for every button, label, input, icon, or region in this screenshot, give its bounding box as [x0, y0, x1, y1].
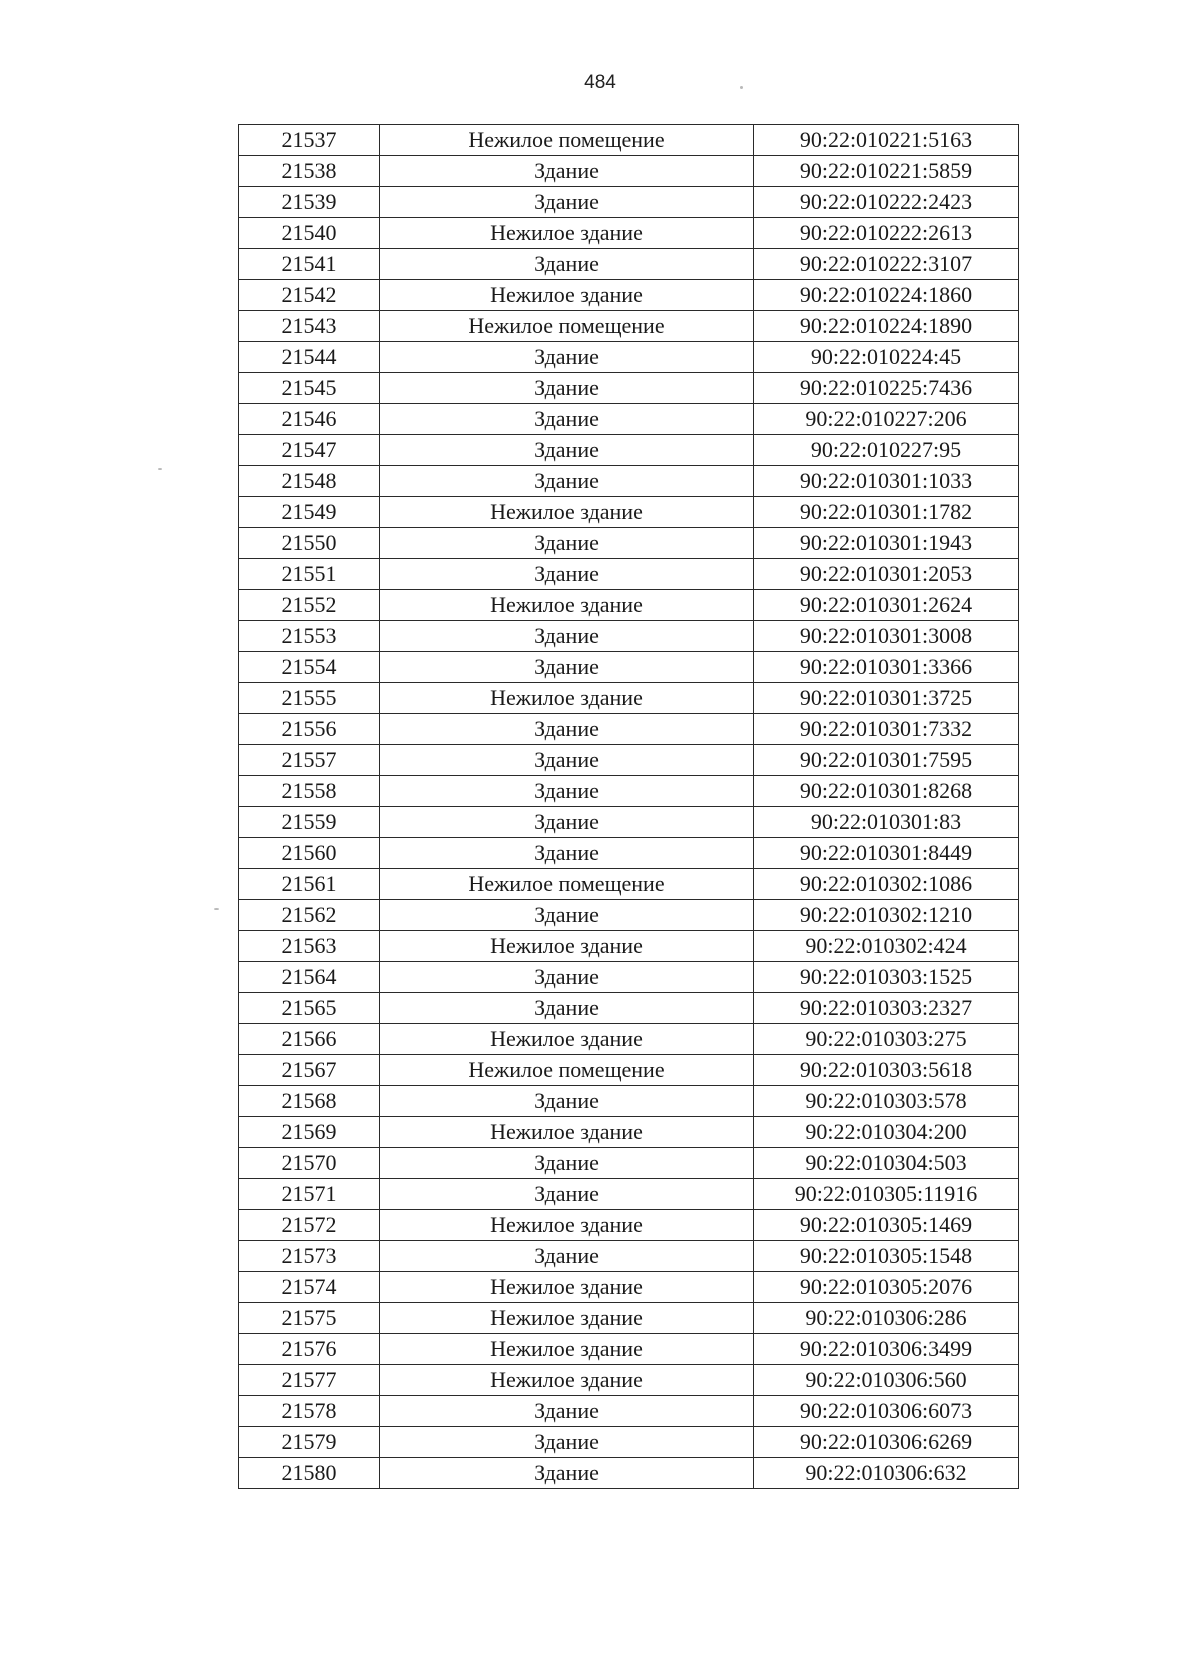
scan-speck [214, 908, 219, 910]
object-type-cell: Здание [380, 1427, 754, 1458]
table-row [239, 280, 1019, 311]
row-number-cell: 21551 [239, 559, 380, 590]
row-number-cell: 21539 [239, 187, 380, 218]
cadastral-number-cell: 90:22:010221:5163 [754, 125, 1019, 156]
registry-table [238, 124, 1019, 1489]
cadastral-number-cell: 90:22:010304:200 [754, 1117, 1019, 1148]
cadastral-number-cell: 90:22:010224:45 [754, 342, 1019, 373]
row-number-cell: 21548 [239, 466, 380, 497]
row-number-cell: 21568 [239, 1086, 380, 1117]
object-type-cell: Здание [380, 342, 754, 373]
object-type-cell: Нежилое здание [380, 590, 754, 621]
scan-speck [158, 468, 162, 470]
cadastral-number-cell: 90:22:010303:275 [754, 1024, 1019, 1055]
table-row [239, 528, 1019, 559]
table-row [239, 590, 1019, 621]
table-row [239, 311, 1019, 342]
object-type-cell: Здание [380, 1396, 754, 1427]
cadastral-number-cell: 90:22:010303:578 [754, 1086, 1019, 1117]
object-type-cell: Здание [380, 745, 754, 776]
table-row [239, 1272, 1019, 1303]
object-type-cell: Нежилое здание [380, 683, 754, 714]
table-row [239, 218, 1019, 249]
cadastral-number-cell: 90:22:010301:1943 [754, 528, 1019, 559]
row-number-cell: 21580 [239, 1458, 380, 1489]
object-type-cell: Здание [380, 652, 754, 683]
table-row [239, 497, 1019, 528]
table-row [239, 1365, 1019, 1396]
object-type-cell: Здание [380, 1086, 754, 1117]
table-row [239, 1396, 1019, 1427]
table-row [239, 435, 1019, 466]
row-number-cell: 21553 [239, 621, 380, 652]
cadastral-number-cell: 90:22:010302:1086 [754, 869, 1019, 900]
row-number-cell: 21578 [239, 1396, 380, 1427]
cadastral-number-cell: 90:22:010301:1033 [754, 466, 1019, 497]
table-row [239, 1427, 1019, 1458]
object-type-cell: Здание [380, 838, 754, 869]
row-number-cell: 21562 [239, 900, 380, 931]
cadastral-number-cell: 90:22:010306:632 [754, 1458, 1019, 1489]
row-number-cell: 21567 [239, 1055, 380, 1086]
row-number-cell: 21537 [239, 125, 380, 156]
cadastral-number-cell: 90:22:010305:1469 [754, 1210, 1019, 1241]
row-number-cell: 21569 [239, 1117, 380, 1148]
table-row [239, 1055, 1019, 1086]
table-row [239, 683, 1019, 714]
row-number-cell: 21579 [239, 1427, 380, 1458]
object-type-cell: Здание [380, 466, 754, 497]
row-number-cell: 21554 [239, 652, 380, 683]
cadastral-number-cell: 90:22:010224:1890 [754, 311, 1019, 342]
cadastral-number-cell: 90:22:010306:3499 [754, 1334, 1019, 1365]
cadastral-number-cell: 90:22:010303:5618 [754, 1055, 1019, 1086]
object-type-cell: Нежилое здание [380, 1365, 754, 1396]
row-number-cell: 21552 [239, 590, 380, 621]
object-type-cell: Нежилое здание [380, 218, 754, 249]
row-number-cell: 21572 [239, 1210, 380, 1241]
row-number-cell: 21560 [239, 838, 380, 869]
table-row [239, 1334, 1019, 1365]
object-type-cell: Нежилое здание [380, 931, 754, 962]
row-number-cell: 21550 [239, 528, 380, 559]
row-number-cell: 21570 [239, 1148, 380, 1179]
row-number-cell: 21576 [239, 1334, 380, 1365]
object-type-cell: Здание [380, 714, 754, 745]
scan-speck [740, 86, 743, 89]
cadastral-number-cell: 90:22:010301:8268 [754, 776, 1019, 807]
object-type-cell: Здание [380, 528, 754, 559]
object-type-cell: Нежилое здание [380, 1334, 754, 1365]
row-number-cell: 21565 [239, 993, 380, 1024]
table-row [239, 1303, 1019, 1334]
row-number-cell: 21544 [239, 342, 380, 373]
row-number-cell: 21574 [239, 1272, 380, 1303]
object-type-cell: Здание [380, 373, 754, 404]
row-number-cell: 21577 [239, 1365, 380, 1396]
object-type-cell: Здание [380, 249, 754, 280]
table-row [239, 1117, 1019, 1148]
table-row [239, 404, 1019, 435]
cadastral-number-cell: 90:22:010306:560 [754, 1365, 1019, 1396]
table-row [239, 559, 1019, 590]
page-number: 484 [584, 72, 616, 93]
cadastral-number-cell: 90:22:010305:11916 [754, 1179, 1019, 1210]
object-type-cell: Нежилое помещение [380, 869, 754, 900]
cadastral-number-cell: 90:22:010301:2053 [754, 559, 1019, 590]
object-type-cell: Нежилое здание [380, 1303, 754, 1334]
table-row [239, 869, 1019, 900]
row-number-cell: 21545 [239, 373, 380, 404]
cadastral-number-cell: 90:22:010301:3008 [754, 621, 1019, 652]
row-number-cell: 21557 [239, 745, 380, 776]
cadastral-number-cell: 90:22:010221:5859 [754, 156, 1019, 187]
table-row [239, 1458, 1019, 1489]
row-number-cell: 21558 [239, 776, 380, 807]
object-type-cell: Нежилое здание [380, 1024, 754, 1055]
table-row [239, 745, 1019, 776]
object-type-cell: Нежилое помещение [380, 125, 754, 156]
row-number-cell: 21547 [239, 435, 380, 466]
object-type-cell: Нежилое здание [380, 1210, 754, 1241]
registry-table-container [238, 124, 1018, 1489]
row-number-cell: 21542 [239, 280, 380, 311]
table-row [239, 342, 1019, 373]
cadastral-number-cell: 90:22:010303:1525 [754, 962, 1019, 993]
cadastral-number-cell: 90:22:010301:83 [754, 807, 1019, 838]
row-number-cell: 21538 [239, 156, 380, 187]
table-row [239, 466, 1019, 497]
object-type-cell: Нежилое здание [380, 497, 754, 528]
object-type-cell: Здание [380, 1458, 754, 1489]
row-number-cell: 21573 [239, 1241, 380, 1272]
row-number-cell: 21556 [239, 714, 380, 745]
table-row [239, 931, 1019, 962]
object-type-cell: Здание [380, 435, 754, 466]
cadastral-number-cell: 90:22:010306:6073 [754, 1396, 1019, 1427]
row-number-cell: 21543 [239, 311, 380, 342]
cadastral-number-cell: 90:22:010222:2613 [754, 218, 1019, 249]
row-number-cell: 21571 [239, 1179, 380, 1210]
cadastral-number-cell: 90:22:010301:3366 [754, 652, 1019, 683]
object-type-cell: Здание [380, 993, 754, 1024]
cadastral-number-cell: 90:22:010306:6269 [754, 1427, 1019, 1458]
object-type-cell: Нежилое здание [380, 1272, 754, 1303]
table-row [239, 714, 1019, 745]
cadastral-number-cell: 90:22:010301:2624 [754, 590, 1019, 621]
row-number-cell: 21549 [239, 497, 380, 528]
cadastral-number-cell: 90:22:010306:286 [754, 1303, 1019, 1334]
object-type-cell: Здание [380, 404, 754, 435]
cadastral-number-cell: 90:22:010222:2423 [754, 187, 1019, 218]
cadastral-number-cell: 90:22:010222:3107 [754, 249, 1019, 280]
object-type-cell: Здание [380, 776, 754, 807]
table-row [239, 1241, 1019, 1272]
object-type-cell: Нежилое помещение [380, 311, 754, 342]
table-row [239, 373, 1019, 404]
object-type-cell: Нежилое здание [380, 1117, 754, 1148]
cadastral-number-cell: 90:22:010225:7436 [754, 373, 1019, 404]
row-number-cell: 21541 [239, 249, 380, 280]
row-number-cell: 21540 [239, 218, 380, 249]
table-row [239, 1148, 1019, 1179]
cadastral-number-cell: 90:22:010224:1860 [754, 280, 1019, 311]
cadastral-number-cell: 90:22:010301:1782 [754, 497, 1019, 528]
cadastral-number-cell: 90:22:010227:206 [754, 404, 1019, 435]
cadastral-number-cell: 90:22:010301:7595 [754, 745, 1019, 776]
row-number-cell: 21555 [239, 683, 380, 714]
object-type-cell: Здание [380, 621, 754, 652]
table-row [239, 1210, 1019, 1241]
object-type-cell: Здание [380, 962, 754, 993]
object-type-cell: Здание [380, 1241, 754, 1272]
row-number-cell: 21563 [239, 931, 380, 962]
table-row [239, 652, 1019, 683]
object-type-cell: Здание [380, 807, 754, 838]
row-number-cell: 21575 [239, 1303, 380, 1334]
table-row [239, 807, 1019, 838]
object-type-cell: Здание [380, 1148, 754, 1179]
cadastral-number-cell: 90:22:010301:3725 [754, 683, 1019, 714]
table-row [239, 993, 1019, 1024]
table-row [239, 1179, 1019, 1210]
row-number-cell: 21564 [239, 962, 380, 993]
object-type-cell: Нежилое здание [380, 280, 754, 311]
cadastral-number-cell: 90:22:010305:1548 [754, 1241, 1019, 1272]
cadastral-number-cell: 90:22:010301:7332 [754, 714, 1019, 745]
registry-table-body [239, 125, 1019, 1489]
table-row [239, 1024, 1019, 1055]
object-type-cell: Здание [380, 187, 754, 218]
table-row [239, 1086, 1019, 1117]
table-row [239, 125, 1019, 156]
cadastral-number-cell: 90:22:010305:2076 [754, 1272, 1019, 1303]
object-type-cell: Здание [380, 1179, 754, 1210]
table-row [239, 962, 1019, 993]
table-row [239, 249, 1019, 280]
table-row [239, 621, 1019, 652]
cadastral-number-cell: 90:22:010302:424 [754, 931, 1019, 962]
cadastral-number-cell: 90:22:010227:95 [754, 435, 1019, 466]
cadastral-number-cell: 90:22:010301:8449 [754, 838, 1019, 869]
row-number-cell: 21559 [239, 807, 380, 838]
object-type-cell: Нежилое помещение [380, 1055, 754, 1086]
cadastral-number-cell: 90:22:010304:503 [754, 1148, 1019, 1179]
row-number-cell: 21566 [239, 1024, 380, 1055]
object-type-cell: Здание [380, 559, 754, 590]
table-row [239, 156, 1019, 187]
table-row [239, 187, 1019, 218]
row-number-cell: 21546 [239, 404, 380, 435]
table-row [239, 900, 1019, 931]
row-number-cell: 21561 [239, 869, 380, 900]
object-type-cell: Здание [380, 900, 754, 931]
table-row [239, 838, 1019, 869]
cadastral-number-cell: 90:22:010303:2327 [754, 993, 1019, 1024]
object-type-cell: Здание [380, 156, 754, 187]
table-row [239, 776, 1019, 807]
cadastral-number-cell: 90:22:010302:1210 [754, 900, 1019, 931]
